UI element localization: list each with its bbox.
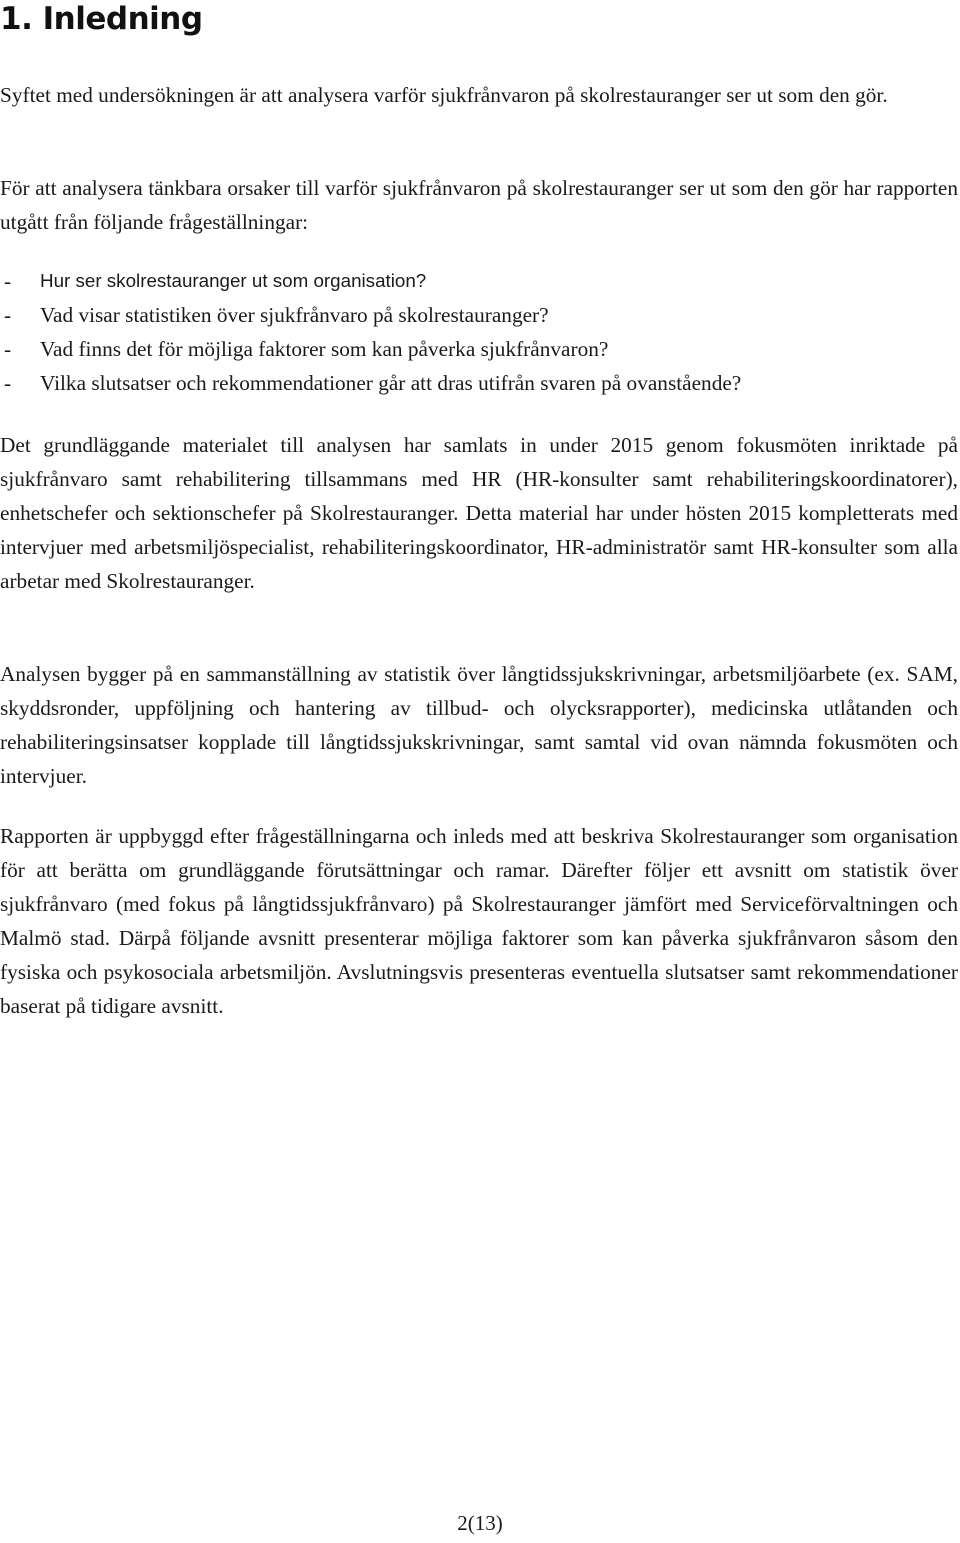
list-item bbox=[0, 332, 741, 366]
list-item-text: Vad finns det för möjliga faktorer som kan påverka sjukfrånvaron? bbox=[40, 337, 609, 361]
questions-intro-paragraph: För att analysera tänkbara orsaker till varför sjukfrånvaron på skolrestauranger ser ut som den gör har rapporten utgått från följande frågeställningar: bbox=[0, 176, 958, 234]
analysis-paragraph: Analysen bygger på en sammanställning av statistik över långtidssjukskrivningar, arbetsmiljöarbete (ex. SAM, skyddsronder, uppföljning och hantering av tillbud- och olycksrapporter), medicinska utlåtanden och rehabiliteringsinsatser kopplade till långtidssjukskrivningar, samt samtal vid ovan nämnda fokusmöten och intervjuer. bbox=[0, 662, 958, 788]
list-item bbox=[0, 264, 741, 298]
section-heading: 1. Inledning bbox=[0, 1, 203, 37]
research-questions-list bbox=[0, 264, 741, 400]
list-item-text: Vad visar statistiken över sjukfrånvaro på skolrestauranger? bbox=[40, 303, 549, 327]
list-item bbox=[0, 366, 741, 400]
list-marker: - bbox=[4, 303, 12, 327]
report-structure-paragraph: Rapporten är uppbyggd efter frågeställningarna och inleds med att beskriva Skolrestauranger som organisation för att berätta om grundläggande förutsättningar och ramar. Därefter följer ett avsnitt om statistik över sjukfrånvaro (med fokus på långtidssjukfrånvaro) på Skolrestauranger jämfört med Serviceförvaltningen och Malmö stad. Därpå följande avsnitt presenterar möjliga faktorer som kan påverka sjukfrånvaron såsom den fysiska och psykosociala arbetsmiljön. Avslutningsvis presenteras eventuella slutsatser samt rekommendationer baserat på tidigare avsnitt. bbox=[0, 824, 958, 1018]
page-number: 2(13) bbox=[457, 1511, 503, 1535]
list-item-text: Hur ser skolrestauranger ut som organisation? bbox=[40, 270, 427, 291]
list-item-text: Vilka slutsatser och rekommendationer går att dras utifrån svaren på ovanstående? bbox=[40, 371, 742, 395]
list-marker: - bbox=[4, 371, 12, 395]
purpose-paragraph: Syftet med undersökningen är att analysera varför sjukfrånvaron på skolrestauranger ser ut som den gör. bbox=[0, 83, 888, 107]
list-marker: - bbox=[4, 337, 12, 361]
list-item bbox=[0, 298, 741, 332]
list-marker: - bbox=[4, 269, 12, 293]
material-paragraph: Det grundläggande materialet till analysen har samlats in under 2015 genom fokusmöten inriktade på sjukfrånvaro samt rehabilitering tillsammans med HR (HR-konsulter samt rehabiliteringskoordinatorer), enhetschefer och sektionschefer på Skolrestauranger. Detta material har under hösten 2015 kompletterats med intervjuer med arbetsmiljöspecialist, rehabiliteringskoordinator, HR-administratör samt HR-konsulter som alla arbetar med Skolrestauranger. bbox=[0, 433, 958, 593]
